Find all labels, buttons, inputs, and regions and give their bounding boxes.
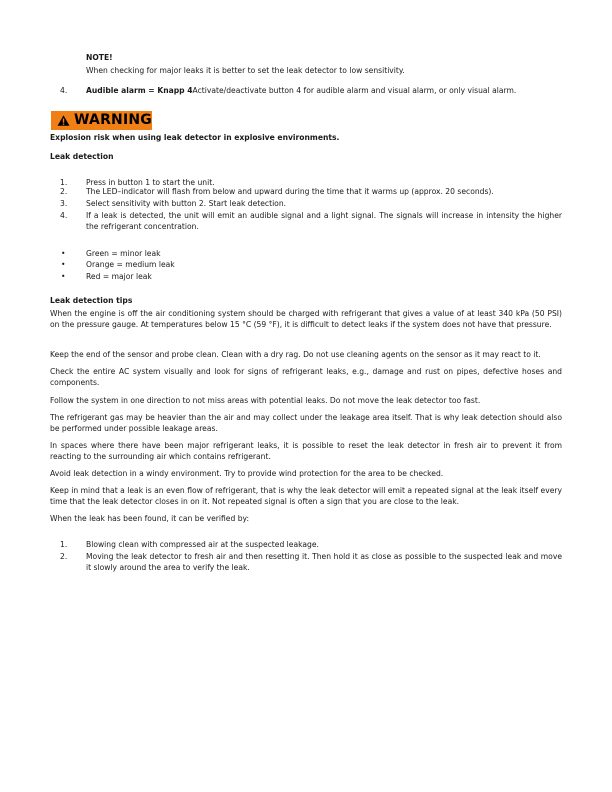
tips-paragraph-8: Keep in mind that a leak is an even flow of refrigerant, that is why the leak detector will emit a repeated signal at the leak itself every time that the leak detector closes in on it. Not repeated signal is often a sign that you are close to the leak. <box>50 486 562 506</box>
tips-paragraph-7: Avoid leak detection in a windy environment. Try to provide wind protection for the area to be checked. <box>50 469 444 478</box>
leak-step-2-text: The LED–indicator will flash from below and upward during the time that it warms up (approx. 20 seconds). <box>86 187 494 196</box>
bullet-2-symbol: • <box>61 260 66 269</box>
note-heading: NOTE! <box>86 53 113 62</box>
note-text: When checking for major leaks it is better to set the leak detector to low sensitivity. <box>86 66 405 75</box>
bullet-1-text: Green = minor leak <box>86 249 161 258</box>
verify-step-2-text: Moving the leak detector to fresh air and then resetting it. Then hold it as close as possible to the suspected leak and move it slowly around the area to verify the leak. <box>86 552 562 572</box>
leak-step-3-text: Select sensitivity with button 2. Start leak detection. <box>86 199 287 208</box>
step-4-label: Audible alarm = Knapp 4 <box>86 86 193 95</box>
leak-step-1-number: 1. <box>60 178 68 187</box>
warning-text: Explosion risk when using leak detector in explosive environments. <box>50 133 340 142</box>
tips-paragraph-9: When the leak has been found, it can be verified by: <box>50 514 250 523</box>
bullet-1-symbol: • <box>61 249 66 258</box>
tips-paragraph-1: When the engine is off the air conditioning system should be charged with refrigerant that gives a value of at least 340 kPa (50 PSI) on the pressure gauge. At temperatures below 15 °C (59 °F), it is difficult to detect leaks if the system does not have that pressure. <box>50 309 562 329</box>
leak-step-1-text: Press in button 1 to start the unit. <box>86 178 215 187</box>
leak-step-4-number: 4. <box>60 211 68 220</box>
tips-paragraph-3: Check the entire AC system visually and look for signs of refrigerant leaks, e.g., damage and rust on pipes, defective hoses and components. <box>50 367 562 387</box>
tips-paragraph-4: Follow the system in one direction to not miss areas with potential leaks. Do not move the leak detector too fast. <box>50 396 481 405</box>
warning-banner <box>51 111 152 130</box>
verify-step-1-number: 1. <box>60 540 68 549</box>
leak-step-3-number: 3. <box>60 199 68 208</box>
bullet-2-text: Orange = medium leak <box>86 260 175 269</box>
step-4-text: Activate/deactivate button 4 for audible alarm and visual alarm, or only visual alarm. <box>192 86 517 95</box>
tips-paragraph-6: In spaces where there have been major refrigerant leaks, it is possible to reset the leak detector in fresh air to prevent it from reacting to the surrounding air which contains refrigerant. <box>50 441 562 461</box>
step-4-line <box>86 86 516 97</box>
bullet-3-text: Red = major leak <box>86 272 152 281</box>
bullet-3-symbol: • <box>61 272 66 281</box>
leak-step-2-number: 2. <box>60 187 68 196</box>
leak-step-4-text: If a leak is detected, the unit will emit an audible signal and a light signal. The signals will increase in intensity the higher the refrigerant concentration. <box>86 211 562 231</box>
tips-paragraph-5: The refrigerant gas may be heavier than the air and may collect under the leakage area itself. That is why leak detection should also be performed under possible leakage areas. <box>50 413 562 433</box>
warning-label: WARNING <box>74 112 152 129</box>
step-4-number: 4. <box>60 86 68 95</box>
warning-triangle-icon <box>57 113 70 128</box>
verify-step-1-text: Blowing clean with compressed air at the suspected leakage. <box>86 540 319 549</box>
verify-step-2-number: 2. <box>60 552 68 561</box>
leak-detection-heading: Leak detection <box>50 152 114 161</box>
tips-paragraph-2: Keep the end of the sensor and probe clean. Clean with a dry rag. Do not use cleaning agents on the sensor as it may react to it. <box>50 350 541 359</box>
tips-heading: Leak detection tips <box>50 296 133 305</box>
